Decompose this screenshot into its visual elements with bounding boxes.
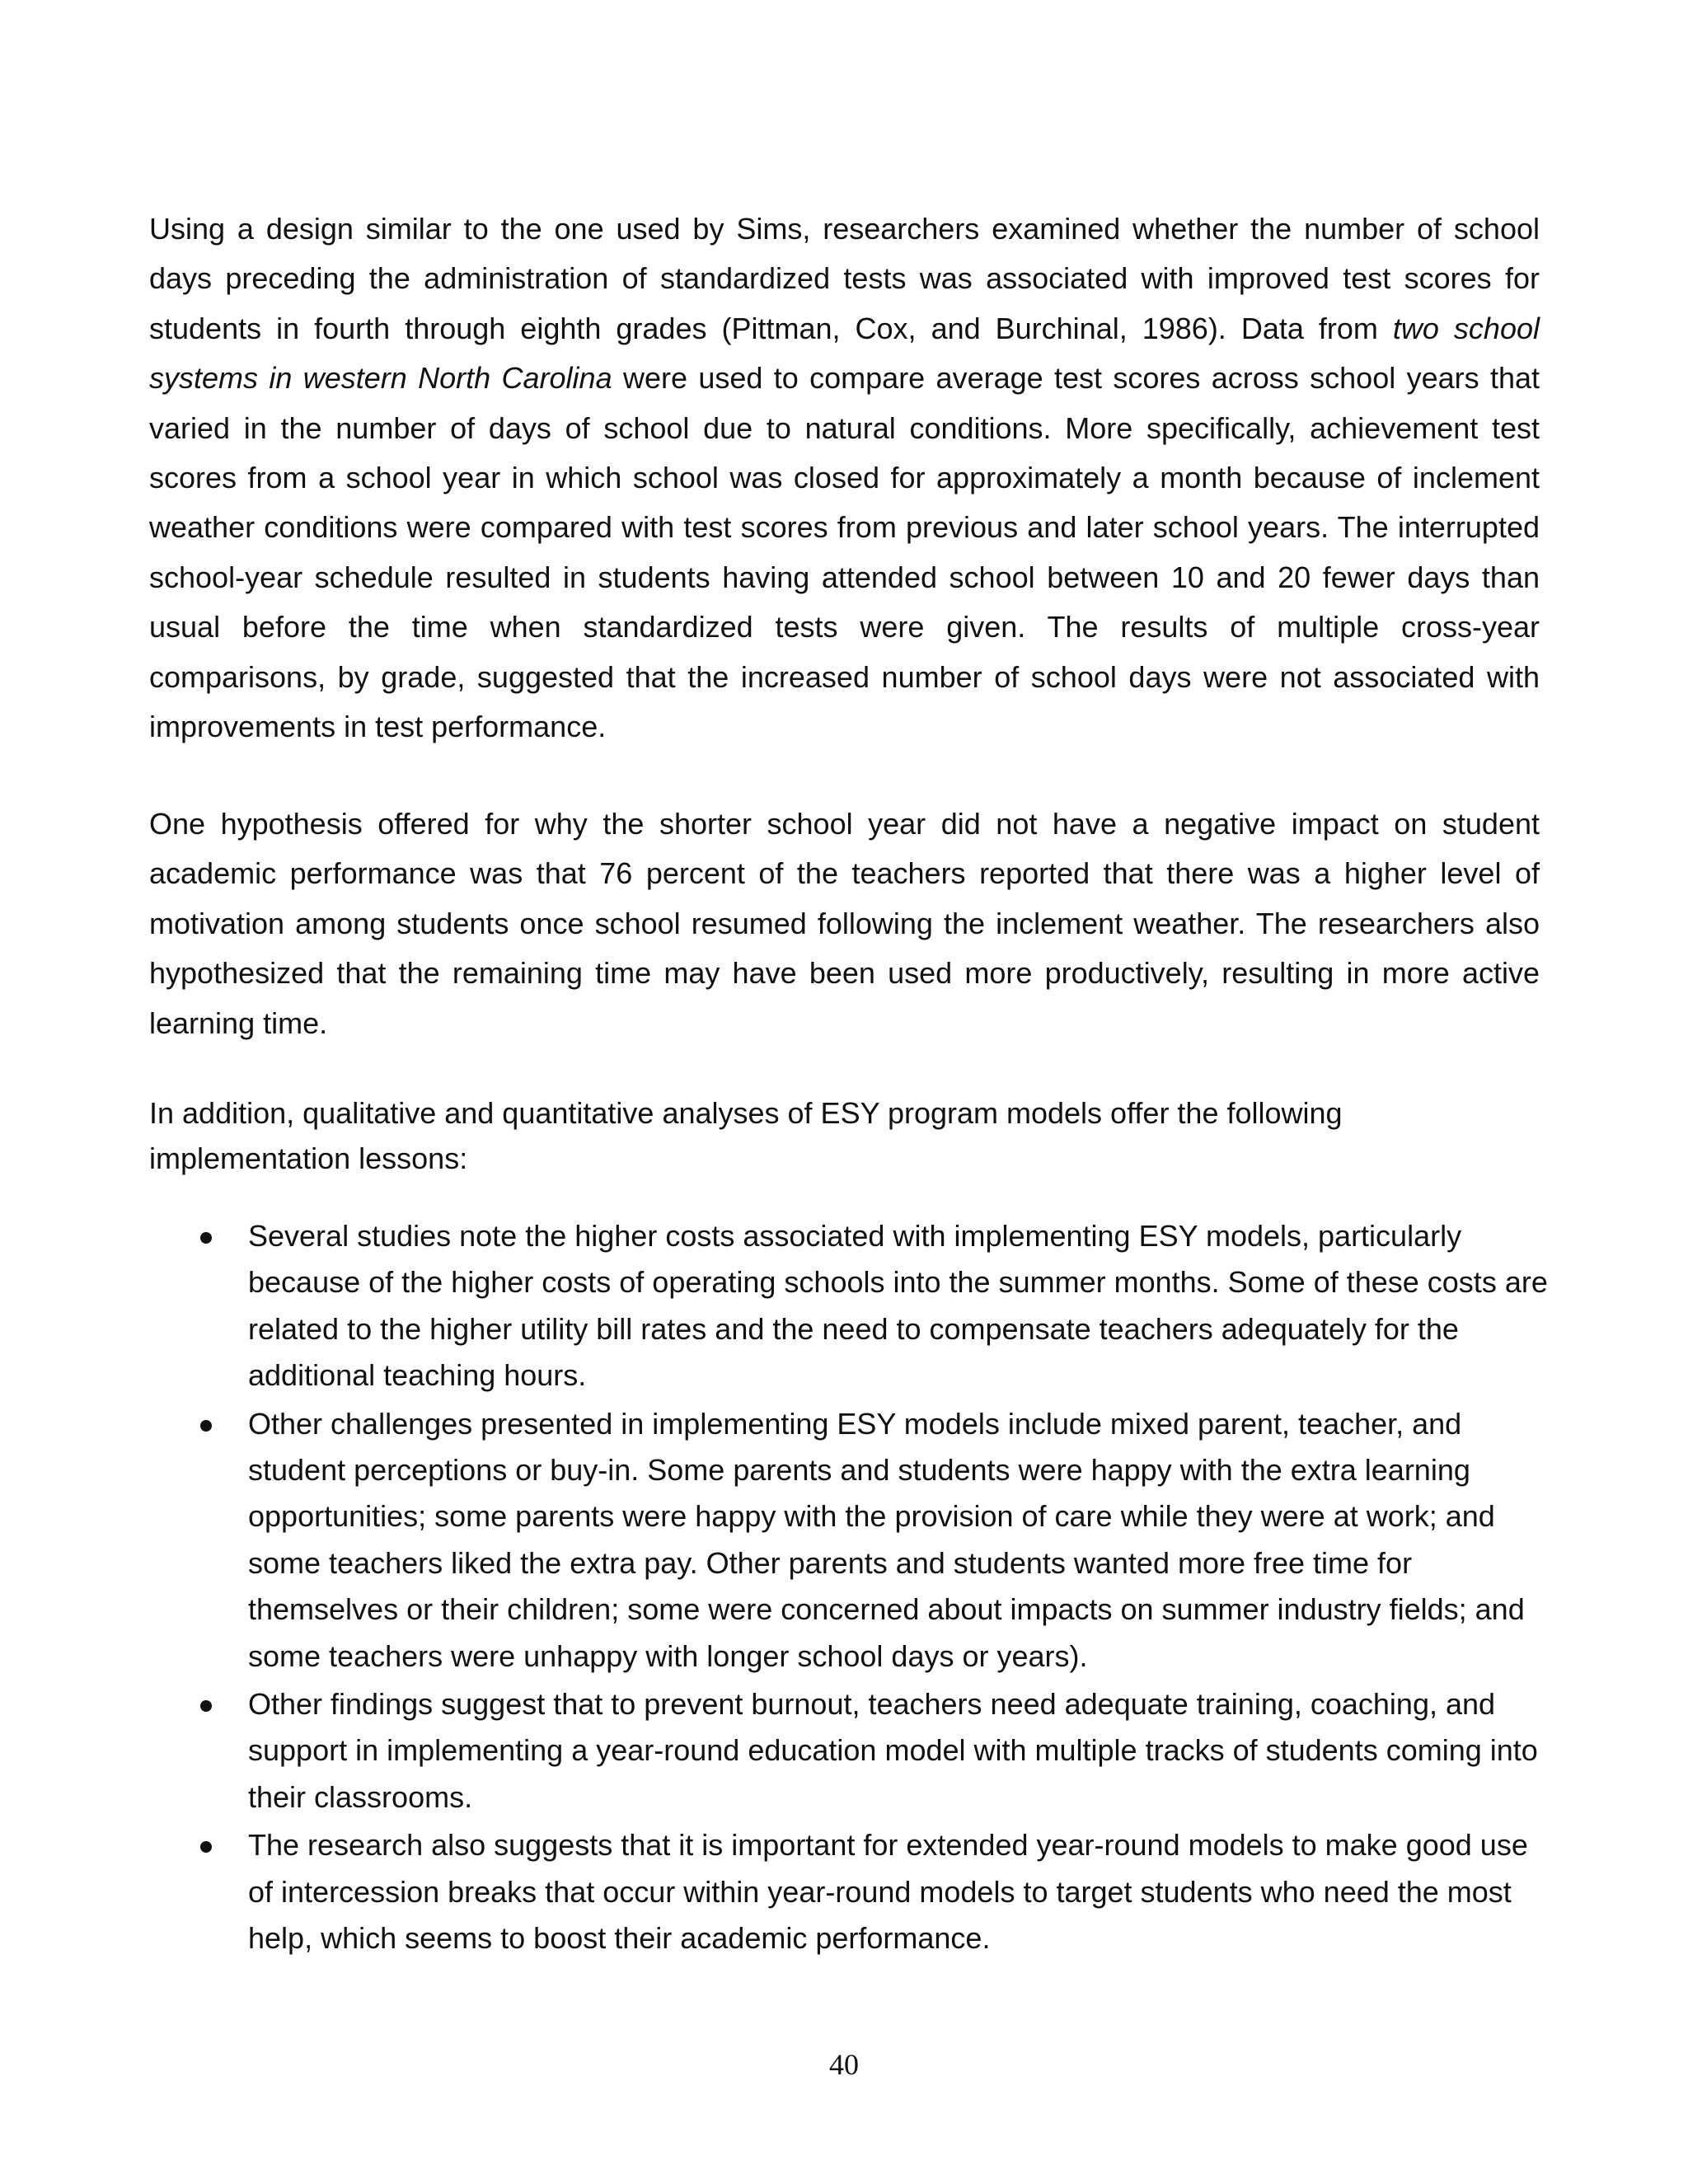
paragraph-3-line-2: implementation lessons:: [149, 1141, 468, 1175]
bullet-icon: [200, 1700, 212, 1712]
paragraph-hypothesis: One hypothesis offered for why the shorter school year did not have a negative impact on student academic performance was that 76 percent of the teachers reported that there was a higher level of motivation among students once school resumed following the inclement weather. The researchers also hypothesized that the remaining time may have been used more productively, resulting in more active learning time.: [149, 807, 1540, 1040]
bullet-icon: [200, 1841, 212, 1853]
list-item: [149, 1822, 1550, 1961]
paragraph-1-text-b: were used to compare average test scores across school years that varied in the number of days of school due to natural conditions. More specifically, achievement test scores from a school year in which school was closed for approximately a month because of inclement weather conditions were compared with test scores from previous and later school years. The interrupted school-year schedule resulted in students having attended school between 10 and 20 fewer days than usual before the time when standardized tests were given. The results of multiple cross-year comparisons, by grade, suggested that the increased number of school days were not associated with improvements in test performance.: [149, 361, 1540, 744]
list-item-text: Other challenges presented in implementing ESY models include mixed parent, teacher, and student perceptions or buy-in. Some parents and students were happy with the extra learning opportunities; some parents were happy with the provision of care while they were at work; and some teachers liked the extra pay. Other parents and students wanted more free time for themselves or their children; some were concerned about impacts on summer industry fields; and some teachers were unhappy with longer school days or years).: [248, 1406, 1525, 1673]
list-item-text: The research also suggests that it is important for extended year-round models to make good use of intercession breaks that occur within year-round models to target students who need the most help, which seems to boost their academic performance.: [248, 1828, 1528, 1956]
paragraph-3-line-1: In addition, qualitative and quantitative analyses of ESY program models offer the following: [149, 1096, 1343, 1130]
bullet-icon: [200, 1232, 212, 1244]
paragraph-1-text-a: Using a design similar to the one used by Sims, researchers examined whether the number of school days preceding the administration of standardized tests was associated with improved test scores for students in fourth through eighth grades (Pittman, Cox, and Burchinal, 1986). Data from: [149, 212, 1540, 345]
paragraph-implementation-intro: [149, 1090, 1540, 1181]
implementation-lessons-list: [149, 1213, 1550, 1964]
paragraph-sims-study: [149, 204, 1540, 752]
bullet-icon: [200, 1420, 212, 1432]
list-item: [149, 1213, 1550, 1399]
list-item: [149, 1401, 1550, 1680]
paragraph-1-italic-phrase: two school systems in western North Carolina: [149, 311, 1540, 396]
list-item: [149, 1681, 1550, 1821]
page-number: 40: [829, 2048, 859, 2081]
list-item-text: Other findings suggest that to prevent burnout, teachers need adequate training, coaching, and support in implementing a year-round education model with multiple tracks of students coming into their classrooms.: [248, 1687, 1538, 1814]
list-item-text: Several studies note the higher costs associated with implementing ESY models, particularly because of the higher costs of operating schools into the summer months. Some of these costs are related to the higher utility bill rates and the need to compensate teachers adequately for the additional teaching hours.: [248, 1219, 1548, 1393]
